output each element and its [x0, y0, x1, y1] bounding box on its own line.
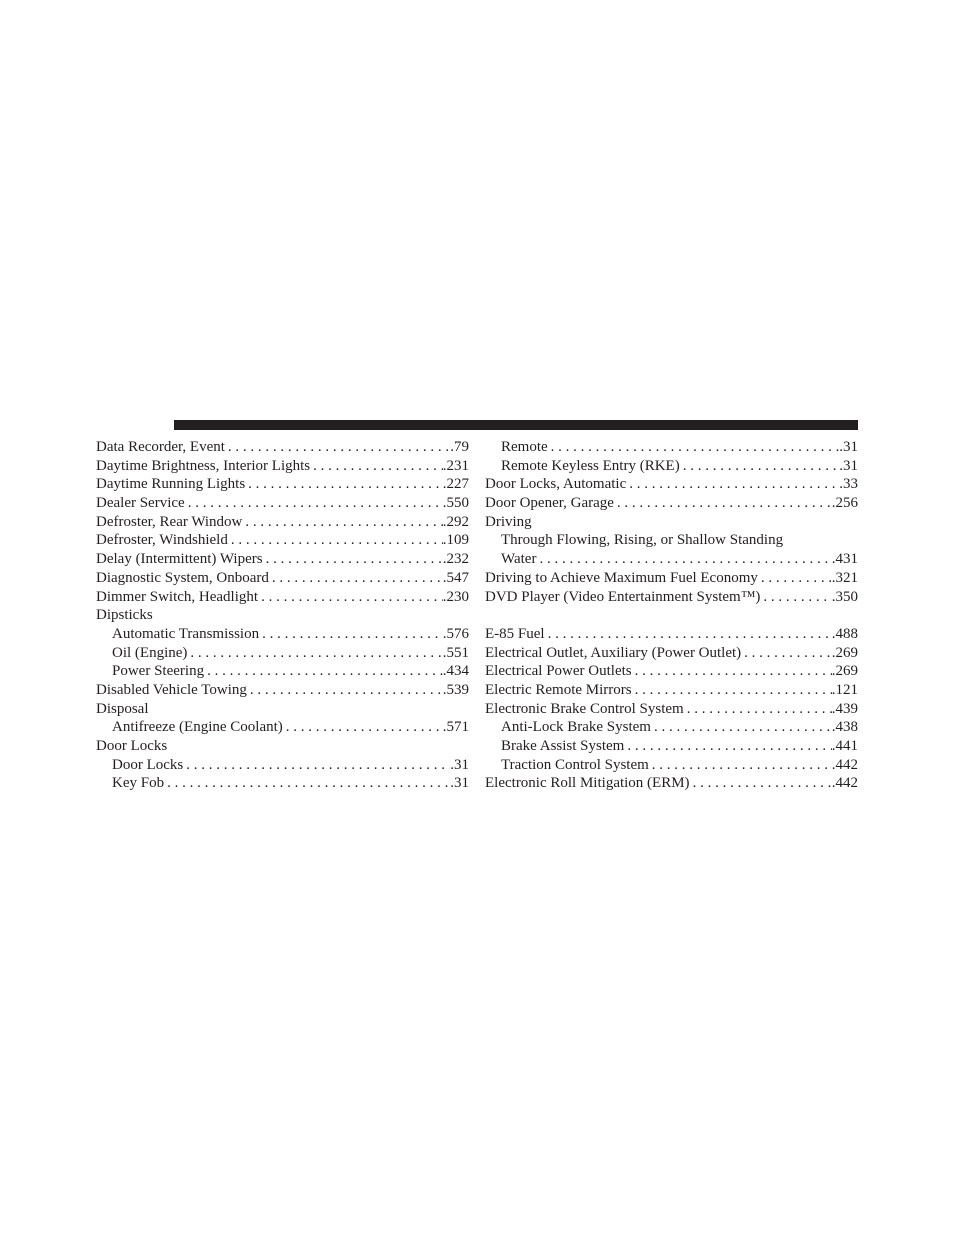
index-entry-page: .431 [831, 551, 858, 568]
index-entry-label: Electronic Roll Mitigation (ERM) [485, 774, 693, 793]
index-entry [485, 737, 858, 756]
index-entry-line [96, 550, 469, 569]
dot-leader [188, 494, 443, 513]
index-entry-page: .576 [442, 625, 469, 642]
index-entry-label: Electrical Power Outlets [485, 662, 635, 681]
index-entry [485, 569, 858, 588]
index-entry-label: Electric Remote Mirrors [485, 681, 635, 700]
index-entry [485, 662, 858, 681]
index-entry [96, 774, 469, 793]
index-entry-line [501, 737, 858, 756]
index-entry-line [96, 438, 469, 457]
dot-leader [654, 718, 832, 737]
index-entry [485, 681, 858, 700]
index-entry-line [485, 644, 858, 663]
index-entry-label: Dipsticks [96, 606, 156, 625]
index-entry-line [485, 513, 858, 532]
index-entry [96, 718, 469, 737]
dot-leader [266, 550, 443, 569]
dot-leader [245, 513, 442, 532]
index-entry-label: Disposal [96, 700, 152, 719]
dot-leader [693, 774, 832, 793]
index-entry-page: .442 [831, 756, 858, 773]
index-entry-line [112, 756, 469, 775]
index-entry-line [96, 531, 469, 550]
index-entry [96, 438, 469, 457]
index-entry-page: .550 [442, 495, 469, 512]
index-entry-page: .547 [442, 569, 469, 586]
index-entry-line [501, 756, 858, 775]
index-entry [485, 625, 858, 644]
index-entry [485, 718, 858, 737]
index-entry-line [96, 700, 469, 719]
index-entry-page: .438 [831, 719, 858, 736]
index-entry-line [112, 662, 469, 681]
index-entry-line [96, 569, 469, 588]
index-entry-page: .269 [831, 663, 858, 680]
section-header-bar [174, 420, 858, 430]
index-entry-page: .256 [831, 495, 858, 512]
index-entry-page: .79 [450, 439, 469, 455]
index-entry-label: Key Fob [112, 774, 167, 793]
index-entry-line [96, 457, 469, 476]
index-entry-page: .33 [839, 476, 858, 493]
dot-leader [539, 550, 831, 569]
index-entry [485, 700, 858, 719]
index-entry-label: Power Steering [112, 662, 207, 681]
index-entry [96, 756, 469, 775]
index-entry [485, 774, 858, 793]
dot-leader [261, 588, 443, 607]
index-entry [96, 475, 469, 494]
index-entry-line [501, 438, 858, 457]
index-entry-label: Through Flowing, Rising, or Shallow Standing [501, 531, 786, 550]
dot-leader [190, 644, 442, 663]
index-entry-line [485, 681, 858, 700]
index-entry-label: Traction Control System [501, 756, 652, 775]
index-entry-label: Oil (Engine) [112, 644, 190, 663]
index-entry-label: Defroster, Windshield [96, 531, 231, 550]
index-entry-page: .441 [831, 738, 858, 754]
index-entry-page: .321 [831, 569, 858, 586]
index-entry-page: .227 [442, 476, 469, 493]
index-entry [485, 457, 858, 476]
index-entry-label: Data Recorder, Event [96, 438, 228, 457]
dot-leader [683, 457, 840, 476]
index-entry [96, 550, 469, 569]
dot-leader [551, 438, 840, 457]
index-entry [96, 662, 469, 681]
dot-leader [687, 700, 832, 719]
index-entry [485, 475, 858, 494]
index-entry [96, 457, 469, 476]
index-entry-page: .292 [442, 513, 469, 530]
index-entry-label: Anti-Lock Brake System [501, 718, 654, 737]
index-entry-line [112, 644, 469, 663]
index-entry-label: Electronic Brake Control System [485, 700, 687, 719]
index-entry-page: .571 [442, 719, 469, 736]
index-entry [96, 700, 469, 719]
index-entry-label: Driving to Achieve Maximum Fuel Economy [485, 569, 761, 588]
index-entry-line [96, 513, 469, 532]
dot-leader [761, 569, 832, 588]
index-entry-page: .439 [831, 700, 858, 717]
index-entry [96, 737, 469, 756]
index-entry [485, 438, 858, 457]
dot-leader [272, 569, 443, 588]
index-entry [96, 681, 469, 700]
dot-leader [548, 625, 832, 644]
index-entry-line [485, 774, 858, 793]
index-entry-label: Dealer Service [96, 494, 188, 513]
index-entry-label: E-85 Fuel [485, 625, 548, 644]
index-entry-label: Daytime Running Lights [96, 475, 248, 494]
index-entry-label: Delay (Intermittent) Wipers [96, 550, 266, 569]
dot-leader [167, 774, 450, 793]
index-entry-label: Door Locks [96, 737, 170, 756]
index-entry-label: Door Locks, Automatic [485, 475, 629, 494]
dot-leader [617, 494, 832, 513]
index-entry-line [485, 569, 858, 588]
index-entry-line [485, 625, 858, 644]
dot-leader [186, 756, 450, 775]
index-entry [485, 513, 858, 532]
index-entry [485, 531, 858, 550]
index-entry-label: Automatic Transmission [112, 625, 262, 644]
index-entry-label: Disabled Vehicle Towing [96, 681, 250, 700]
index-entry [485, 550, 858, 569]
index-entry [485, 644, 858, 663]
index-entry-label: Driving [485, 513, 535, 532]
index-entry-page: .230 [442, 588, 469, 605]
index-entry-page: .488 [831, 625, 858, 642]
index-entry-line [485, 700, 858, 719]
index-entry-line [96, 606, 469, 625]
index-entry-label: Diagnostic System, Onboard [96, 569, 272, 588]
index-entry-line [96, 588, 469, 607]
index-entry [96, 569, 469, 588]
dot-leader [231, 531, 443, 550]
index-entry-line [96, 475, 469, 494]
index-entry [96, 625, 469, 644]
dot-leader [228, 438, 450, 457]
index-entry-label: Electrical Outlet, Auxiliary (Power Outlet) [485, 644, 744, 663]
index-entry [96, 606, 469, 625]
index-entry [96, 494, 469, 513]
index-entry-page: .31 [839, 439, 858, 455]
index-entry-label: Defroster, Rear Window [96, 513, 245, 532]
index-entry-line [501, 718, 858, 737]
index-entry-page: .350 [831, 588, 858, 605]
index-entry-label: Door Opener, Garage [485, 494, 617, 513]
index-entry-label: Antifreeze (Engine Coolant) [112, 718, 286, 737]
dot-leader [763, 588, 831, 607]
index-entry-page: .31 [839, 457, 858, 474]
dot-leader [652, 756, 832, 775]
index-entry-line [96, 681, 469, 700]
index-entry-line [501, 550, 858, 569]
dot-leader [262, 625, 443, 644]
index-entry-label: DVD Player (Video Entertainment System™) [485, 588, 763, 607]
index-entry-line [501, 457, 858, 476]
index-entry [96, 644, 469, 663]
index-entry-page: .31 [450, 775, 469, 792]
index-entry-page: .551 [442, 644, 469, 661]
index-entry-page: .269 [831, 644, 858, 661]
index-entry-line [112, 774, 469, 793]
index-entry [485, 588, 858, 607]
index-entry-page: .109 [442, 532, 469, 549]
dot-leader [629, 475, 839, 494]
index-entry-label: Brake Assist System [501, 737, 627, 756]
index-entry-page: .434 [442, 663, 469, 680]
index-entry-page: .121 [831, 681, 858, 698]
index-entry-label: Remote [501, 438, 551, 457]
dot-leader [313, 457, 443, 476]
index-entry [96, 513, 469, 532]
dot-leader [207, 662, 443, 681]
index-entry [485, 494, 858, 513]
index-entry-label: Dimmer Switch, Headlight [96, 588, 261, 607]
index-entry-line [96, 494, 469, 513]
index-entry [96, 531, 469, 550]
index-column-right [485, 438, 858, 793]
index-entry-line [485, 494, 858, 513]
index-entry-line [112, 718, 469, 737]
index-entry-line [501, 531, 858, 550]
index-entry [485, 606, 858, 625]
index-entry-label: Remote Keyless Entry (RKE) [501, 457, 683, 476]
index-entry-line [112, 625, 469, 644]
index-entry-page: .31 [450, 756, 469, 773]
dot-leader [635, 662, 832, 681]
index-entry-page: .539 [442, 681, 469, 698]
dot-leader [744, 644, 832, 663]
index-entry-line [485, 475, 858, 494]
index-entry-label: Door Locks [112, 756, 186, 775]
index-entry [96, 588, 469, 607]
dot-leader [250, 681, 443, 700]
dot-leader [627, 737, 831, 756]
index-entry-line [96, 737, 469, 756]
dot-leader [286, 718, 443, 737]
index-entry-label: Daytime Brightness, Interior Lights [96, 457, 313, 476]
dot-leader [248, 475, 443, 494]
index-entry-line [485, 662, 858, 681]
index-entry-page: .232 [442, 551, 469, 568]
index-column-left [96, 438, 469, 793]
index-entry [485, 756, 858, 775]
index-entry-page: .442 [831, 775, 858, 792]
index-entry-line [485, 588, 858, 607]
dot-leader [635, 681, 832, 700]
index-entry-label: Water [501, 550, 539, 569]
index-entry-page: .231 [442, 457, 469, 474]
